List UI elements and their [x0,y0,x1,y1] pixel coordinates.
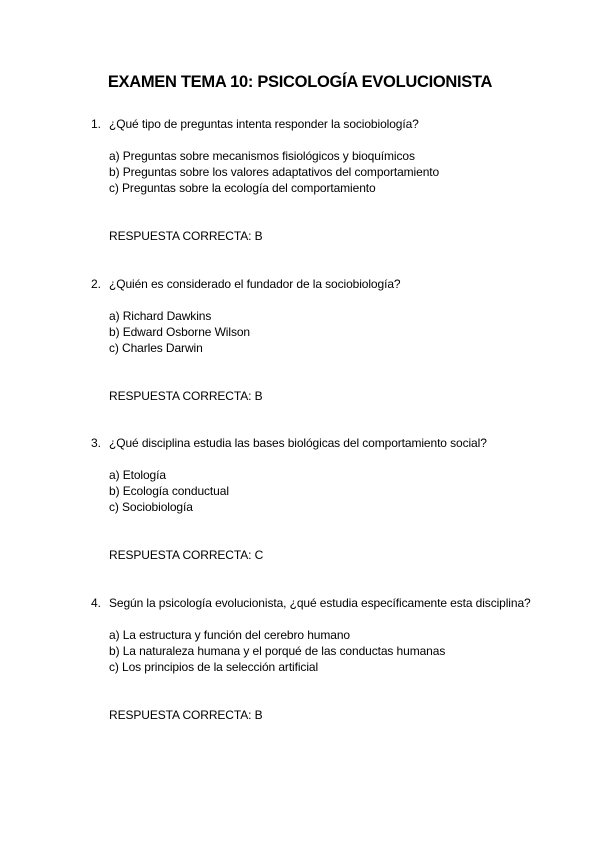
option-b: b) Preguntas sobre los valores adaptativos del comportamiento [109,165,440,179]
question-number: 1. [91,117,102,131]
question-text: Según la psicología evolucionista, ¿qué estudia específicamente esta disciplina? [109,596,531,610]
options-list [109,308,531,356]
question-number: 3. [91,436,102,450]
option-c: c) Los principios de la selección artificial [109,660,319,674]
question-block-2 [91,276,531,404]
question-text: ¿Qué disciplina estudia las bases biológicas del comportamiento social? [109,436,487,450]
question-text: ¿Quién es considerado el fundador de la sociobiología? [109,277,401,291]
option-a: a) Preguntas sobre mecanismos fisiológicos y bioquímicos [109,149,415,163]
question-block-3 [91,435,531,563]
correct-answer: RESPUESTA CORRECTA: B [109,708,263,722]
option-a: a) Richard Dawkins [109,309,212,323]
option-c: c) Charles Darwin [109,341,203,355]
option-b: b) Ecología conductual [109,484,229,498]
option-a: a) Etología [109,468,166,482]
option-c: c) Preguntas sobre la ecología del comportamiento [109,181,376,195]
correct-answer: RESPUESTA CORRECTA: B [109,389,263,403]
correct-answer: RESPUESTA CORRECTA: B [109,229,263,243]
option-c: c) Sociobiología [109,500,193,514]
option-b: b) La naturaleza humana y el porqué de las conductas humanas [109,644,446,658]
option-a: a) La estructura y función del cerebro humano [109,628,350,642]
options-list [109,627,531,675]
options-list [109,148,531,196]
question-text: ¿Qué tipo de preguntas intenta responder la sociobiología? [109,117,419,131]
options-list [109,467,531,515]
question-number: 4. [91,596,102,610]
option-b: b) Edward Osborne Wilson [109,325,250,339]
exam-title: EXAMEN TEMA 10: PSICOLOGÍA EVOLUCIONISTA [107,73,493,91]
question-number: 2. [91,277,102,291]
question-block-4 [91,595,531,723]
question-block-1 [91,116,531,244]
correct-answer: RESPUESTA CORRECTA: C [109,548,264,562]
